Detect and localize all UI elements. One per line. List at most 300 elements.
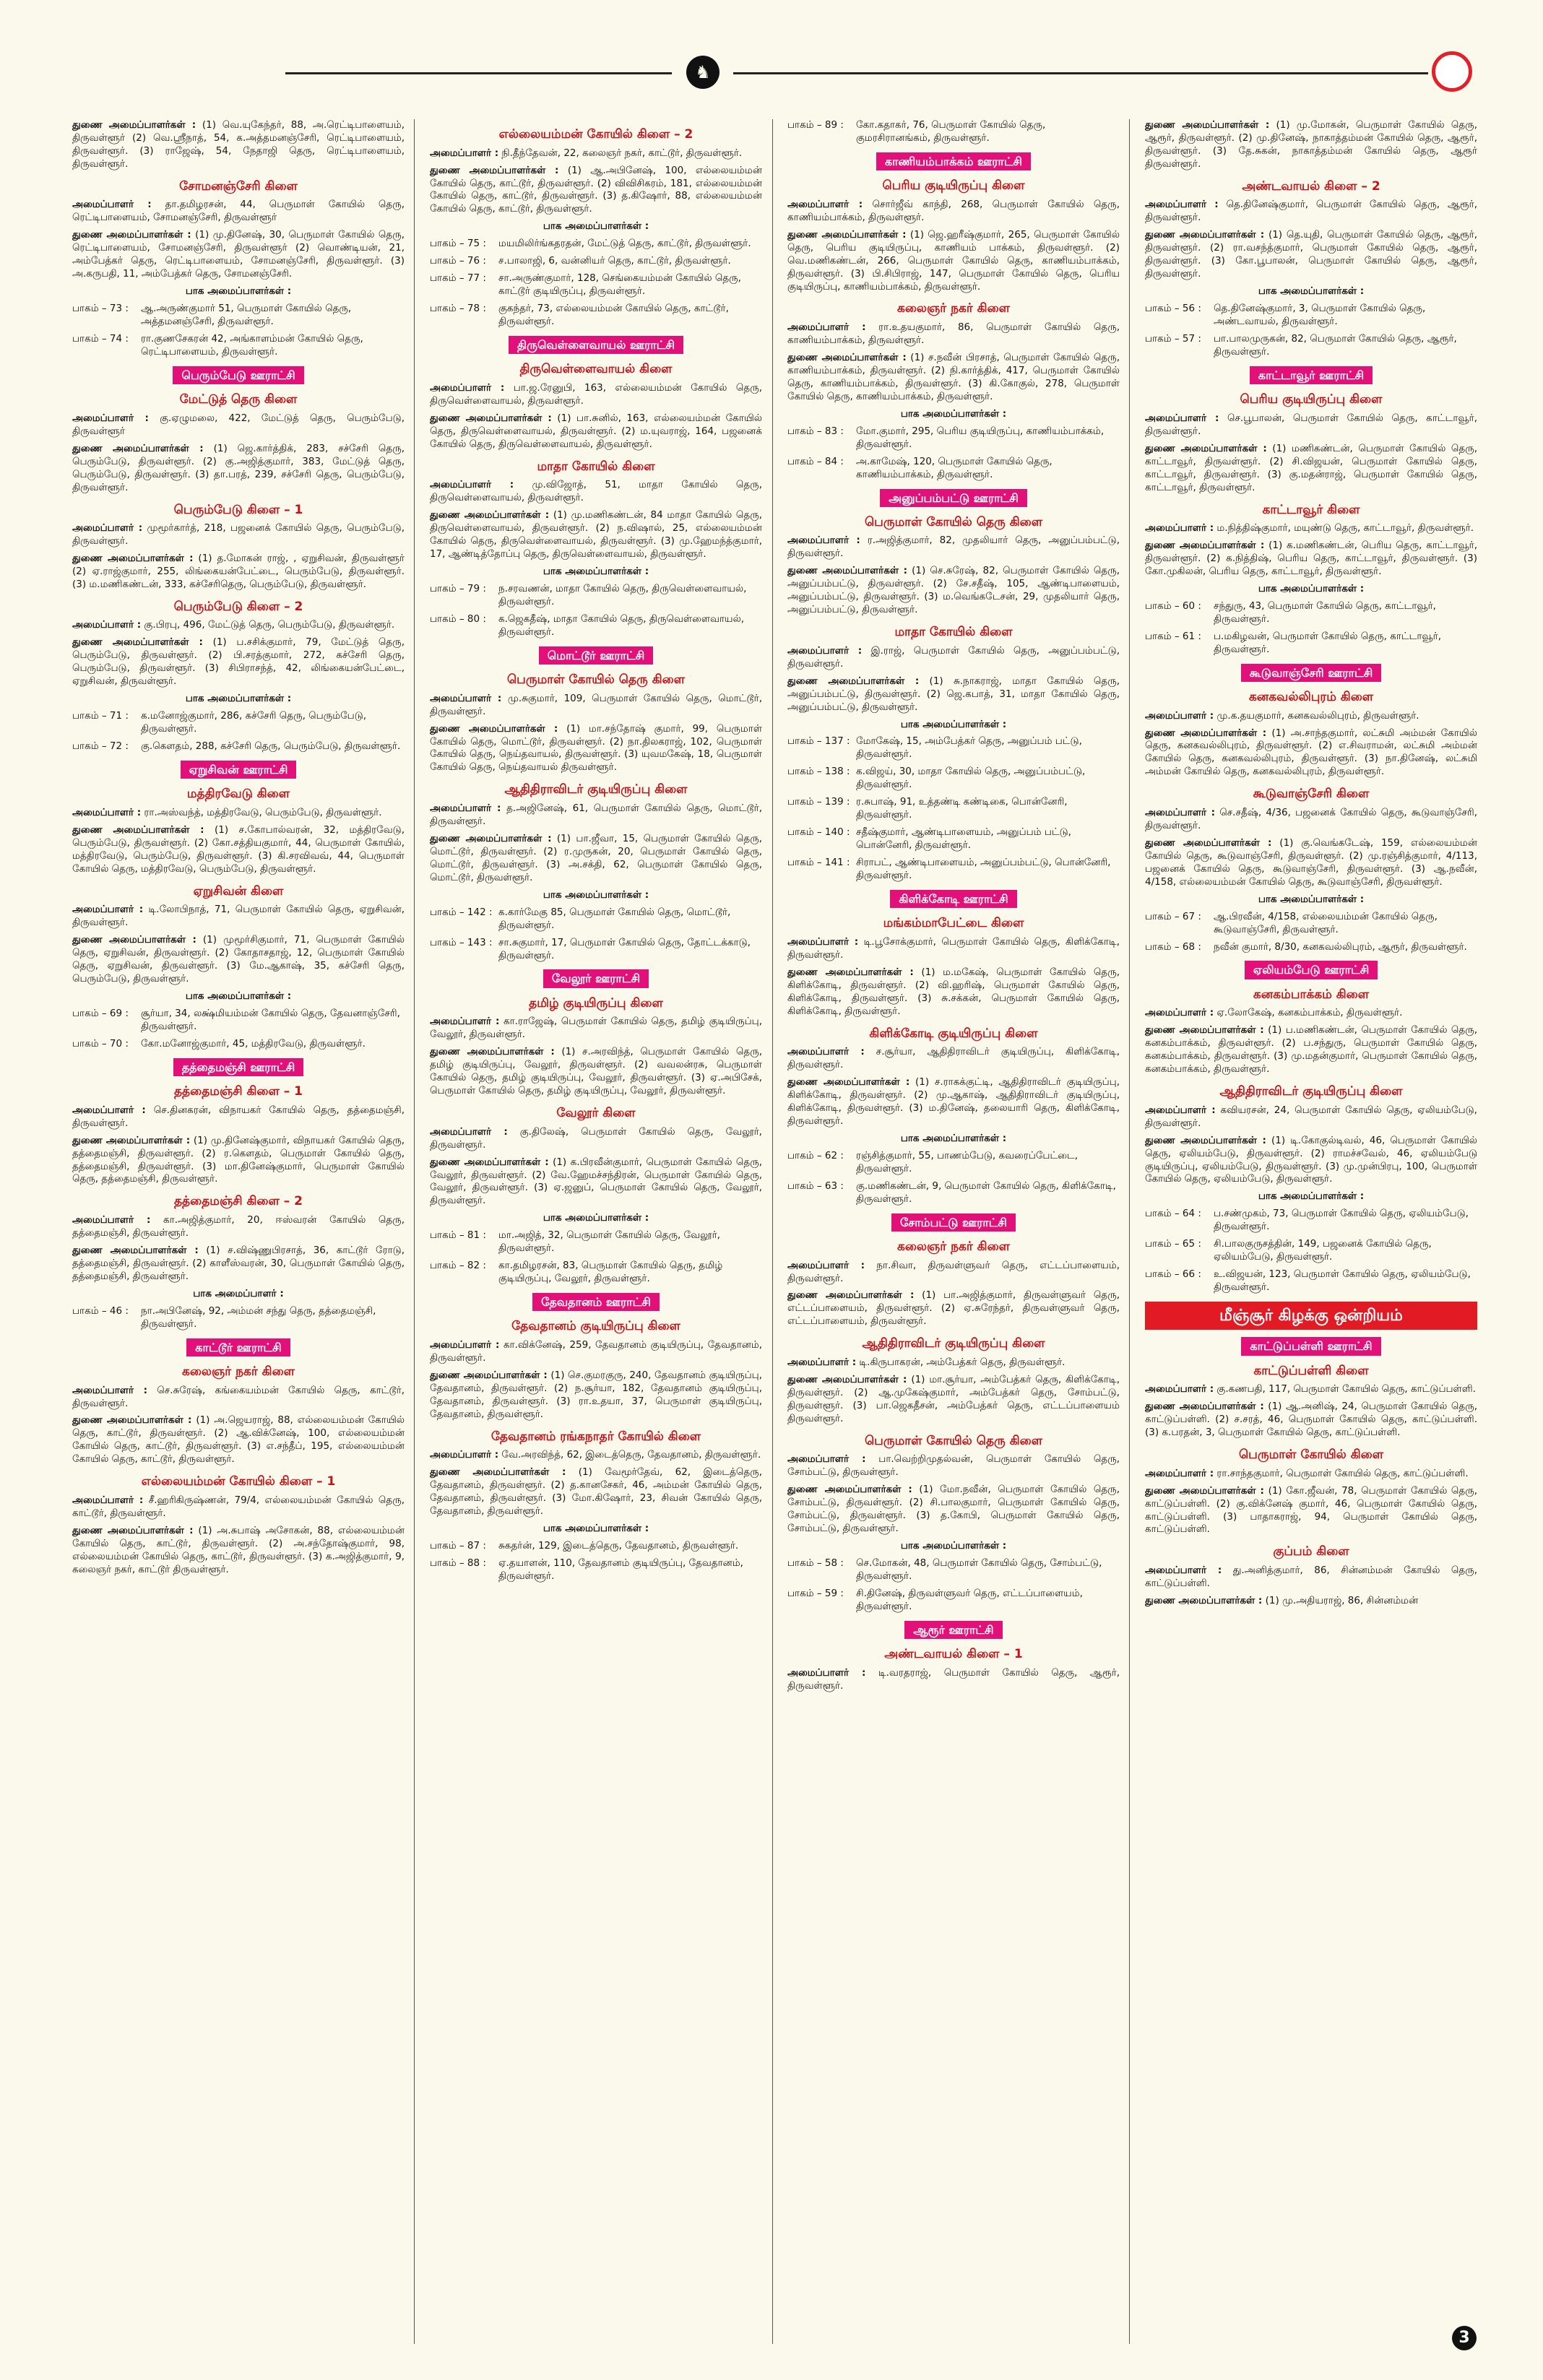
branch-heading: மத்திரவேடு கிளை	[186, 787, 290, 802]
entry-text: (1) ஆ.அனிஷ், 24, பெருமாள் கோயில் தெரு, காட்டுப்பள்ளி. (2) ச.சரத், 46, பெருமாள் கோயில் தெரு, காட்டுப்பள்ளி. (3) க.பரதன், 3, பெருமாள் கோயில் தெரு, காட்டுப்பள்ளி.	[1145, 1401, 1477, 1439]
panchayat-heading-wrap	[72, 1338, 405, 1356]
branch-heading: தத்தைமஞ்சி கிளை – 1	[173, 1084, 303, 1099]
entry	[787, 229, 1120, 294]
role-label: துணை அமைப்பாளர்கள் :	[787, 966, 914, 978]
masthead-rule	[285, 62, 1428, 82]
entry-text: (1) க.மணிகண்டன், பெரிய தெரு, காட்டாவூர், திருவள்ளூர். (2) க.நித்திஷ், பெரிய தெரு, காட்டாவூர், திருவள்ளூர். (3) கோ.முகிலன், பெரிய தெரு, காட்டாவூர், திருவள்ளூர்.	[1145, 540, 1477, 577]
booth-number: பாகம் – 59 :	[787, 1587, 844, 1599]
entry	[1145, 1024, 1477, 1076]
branch-heading: கனகவல்லிபுரம் கிளை	[1248, 689, 1374, 704]
entry-text: (1) க.பிரவீன்குமார், பெருமாள் கோயில் தெரு, வேலூர், திருவள்ளூர். (2) வே.ஹேமச்சந்திரன், பெருமாள் கோயில் தெரு, வேலூர், திருவள்ளூர். (3) ஏ.ஜனுப், பெருமாள் கோயில் தெரு, வேலூர், திருவள்ளூர்.	[430, 1156, 762, 1207]
role-label: துணை அமைப்பாளர்கள் :	[72, 1134, 191, 1146]
entry-text: கு.பிரபு, 496, மேட்டுத் தெரு, பெரும்பேடு, திருவள்ளூர்.	[144, 619, 395, 631]
entry	[787, 535, 1120, 561]
panchayat-heading-wrap	[787, 152, 1120, 170]
panchayat-heading: திருவெள்ளைவாயல் ஊராட்சி	[509, 336, 683, 354]
entry-text: (1) தெ.யுதி, பெருமாள் கோயில் தெரு, ஆரூர், திருவள்ளூர். (2) ரா.வசந்த்குமார், பெருமாள் கோயில் தெரு, ஆரூர், திருவள்ளூர். (3) கோ.பூபாலன், பெருமாள் கோயில் தெரு, ஆரூர், திருவள்ளூர்.	[1145, 229, 1477, 280]
booth-text: ரா.குணசேகரன் 42, அங்காளம்மன் கோயில் தெரு, ரெட்டிபாளையம், திருவள்ளூர்.	[141, 333, 363, 358]
branch-heading: எல்லையம்மன் கோயில் கிளை – 2	[498, 127, 693, 142]
role-label: அமைப்பாளர் :	[72, 806, 142, 818]
entry	[1145, 540, 1477, 579]
entry-text: ஏ.லோகேஷ், கனகம்பாக்கம், திருவள்ளூர்.	[1216, 1007, 1403, 1019]
branch-heading: வேலூர் கிளை	[556, 1106, 636, 1121]
entry-text: டி.லோபிநாத், 71, பெருமாள் கோயில் தெரு, ஏறுசிவன், திருவள்ளூர்.	[72, 904, 405, 929]
entry	[1145, 443, 1477, 495]
booth-heading: பாக அமைப்பாளர்கள் :	[185, 990, 292, 1003]
booth-number: பாகம் – 82 :	[430, 1260, 486, 1272]
entry	[72, 636, 405, 688]
role-label: துணை அமைப்பாளர்கள் :	[787, 1484, 912, 1496]
booth-text: ச.பாலாஜி, 6, வன்னியர் தெரு, காட்டூர், திருவள்ளூர்.	[498, 255, 731, 267]
entry-text: (1) மோ.நவீன், பெருமாள் கோயில் தெரு, சோம்பட்டு, திருவள்ளூர். (2) சி.பாலகுமார், பெருமாள் கோயில் தெரு, சோம்பட்டு, திருவள்ளூர். (3) த.கோபி, பெருமாள் கோயில் தெரு, சோம்பட்டு, திருவள்ளூர்.	[787, 1484, 1120, 1535]
booth-number: பாகம் – 64 :	[1145, 1208, 1201, 1220]
entry	[430, 1046, 762, 1098]
role-label: அமைப்பாளர் :	[1145, 1383, 1214, 1395]
role-label: துணை அமைப்பாளர்கள் :	[430, 412, 552, 424]
booth-text: கோ.மனோஜ்குமார், 45, மத்திரவேடு, திருவள்ளூர்.	[141, 1037, 366, 1050]
entry	[72, 1494, 405, 1520]
booth-entry	[72, 1305, 405, 1331]
entry	[1145, 199, 1477, 225]
entry-text: டி.வரதராஜ், பெருமாள் கோயில் தெரு, ஆரூர், திருவள்ளூர்.	[787, 1666, 1120, 1692]
entry-text: (1) ச.கோபால்வரன், 32, மத்திரவேடு, பெரும்பேடு, திருவள்ளூர். (2) கோ.சத்தியகுமார், 44, பெருமாள் கோயில், மத்திரவேடு, பெரும்பேடு, திருவள்ளூர். (3) கி.சரவிவவ், 44, பெருமாள் கோயில் தெரு, மத்திரவேடு, பெரும்பேடு, திருவள்ளூர்.	[72, 823, 405, 875]
corner-circle-icon	[1432, 51, 1472, 92]
panchayat-heading-wrap	[72, 366, 405, 384]
booth-entry	[1145, 333, 1477, 359]
booth-text: ஏ.தயாளன், 110, தேவதானம் குடியிருப்பு, தேவதானம், திருவள்ளூர்.	[498, 1557, 743, 1582]
role-label: துணை அமைப்பாளர்கள் :	[72, 553, 194, 565]
booth-entry	[430, 1229, 762, 1255]
panchayat-heading-wrap	[1145, 1337, 1477, 1355]
entry-text: பா.ஜ.ரேனுபி, 163, எல்லையம்மன் கோயில் தெரு, திருவெள்ளைவாயல், திருவள்ளூர்.	[430, 381, 762, 407]
entry-text: (1) செ.குமரகுரு, 240, தேவதானம் குடியிருப்பு, தேவதானம், திருவள்ளூர். (2) ந.சூர்யா, 182, தேவதானம் குடியிருப்பு, தேவதானம், திருவள்ளூர். (3) ரா.உதயா, 37, பெருமாள் குடியிருப்பு, தேவதானம், திருவள்ளூர்.	[430, 1369, 762, 1420]
entry	[1145, 522, 1477, 535]
entry	[1145, 1468, 1477, 1481]
entry	[787, 1374, 1120, 1426]
booth-entry	[1145, 1208, 1477, 1234]
role-label: அமைப்பாளர் :	[430, 147, 499, 159]
role-label: துணை அமைப்பாளர்கள் :	[1145, 1024, 1264, 1037]
panchayat-heading-wrap	[787, 489, 1120, 507]
entry	[72, 522, 405, 548]
entry	[787, 1484, 1120, 1536]
booth-heading: பாக அமைப்பாளர்கள் :	[900, 407, 1007, 420]
branch-heading: ஆதிதிராவிடர் குடியிருப்பு கிளை	[862, 1336, 1045, 1351]
booth-text: க.விஜய், 30, மாதா கோயில் தெரு, அனுப்பம்பட்டு, திருவள்ளூர்.	[856, 766, 1086, 791]
booth-number: பாகம் – 84 :	[787, 455, 844, 467]
entry	[1145, 807, 1477, 833]
role-label: அமைப்பாளர் :	[72, 1104, 146, 1116]
column-2	[430, 119, 762, 2344]
booth-number: பாகம் – 67 :	[1145, 910, 1201, 922]
entry-text: (1) மணிகண்டன், பெருமாள் கோயில் தெரு, காட்டாவூர், திருவள்ளூர். (2) சி.விஜயன், பெருமாள் கோயில் தெரு, காட்டாவூர், திருவள்ளூர். (3) கு.மதன்ராஜ், பெருமாள் கோயில் தெரு, காட்டாவூர், திருவள்ளூர்.	[1145, 442, 1477, 493]
role-label: அமைப்பாளர் :	[787, 935, 859, 948]
booth-entry	[1145, 303, 1477, 329]
role-label: அமைப்பாளர் :	[430, 381, 505, 394]
entry-text: (1) அ.சாந்தகுமார், லட்சுமி அம்மன் கோயில் தெரு, கனகவல்லிபுரம், திருவள்ளூர். (2) எ.சிவராமன், லட்சுமி அம்மன் கோயில் தெரு, கனகவல்லிபுரம், திருவள்ளூர். (3) நா.தினேஷ், லட்சுமி அம்மன் கோயில் தெரு, கனகவல்லிபுரம், திருவள்ளூர்.	[1145, 727, 1477, 778]
entry	[787, 936, 1120, 962]
role-label: அமைப்பாளர் :	[787, 1046, 865, 1058]
panchayat-heading-wrap	[1145, 366, 1477, 384]
booth-text: அ.காமேஷ், 120, பெருமாள் கோயில் தெரு, காணியம்பாக்கம், திருவள்ளூர்.	[856, 455, 1053, 480]
booth-number: பாகம் – 46 :	[72, 1304, 129, 1317]
entry-text: (1) பா.ஜீவா, 15, பெருமாள் கோயில் தெரு, மொட்டூர், திருவள்ளூர். (2) ர.முருகன், 20, பெருமாள் கோயில் தெரு, மொட்டூர், திருவள்ளூர். (3) அ.சக்தி, 62, பெருமாள் கோயில் தெரு, மொட்டூர், திருவள்ளூர்.	[430, 832, 762, 883]
booth-text: க.ஜெகதீஷ், மாதா கோயில் தெரு, திருவெள்ளைவாயல், திருவள்ளூர்.	[498, 613, 745, 638]
role-label: அமைப்பாளர் :	[1145, 709, 1214, 722]
entry	[787, 966, 1120, 1018]
entry	[72, 412, 405, 438]
role-label: அமைப்பாளர் :	[72, 1494, 144, 1506]
booth-text: கு.மணிகண்டன், 9, பெருமாள் கோயில் தெரு, கிளிக்கோடி, திருவள்ளூர்.	[856, 1180, 1116, 1205]
booth-text: ர.சுபாஷ், 91, உத்தண்டி கண்டிகை, பொன்னேரி, திருவள்ளூர்.	[856, 796, 1068, 821]
role-label: துணை அமைப்பாளர்கள் :	[72, 442, 204, 454]
role-label: துணை அமைப்பாளர்கள் :	[787, 351, 907, 363]
booth-entry	[787, 857, 1120, 883]
booth-text: சதீஷ்குமார், ஆண்டிபாளையம், அனுப்பம் பட்டு, பொன்னேரி, திருவள்ளூர்.	[856, 826, 1071, 852]
role-label: அமைப்பாளர் :	[72, 199, 152, 211]
entry	[72, 1525, 405, 1577]
branch-heading: பெருமாள் கோயில் தெரு கிளை	[864, 514, 1043, 529]
booth-number: பாகம் – 61 :	[1145, 630, 1201, 642]
entry	[72, 1135, 405, 1187]
branch-heading: கூடுவாஞ்சேரி கிளை	[1253, 787, 1370, 802]
booth-text: நா.அபினேஷ், 92, அம்மன் சந்து தெரு, தத்தைமஞ்சி, திருவள்ளூர்.	[141, 1304, 376, 1330]
role-label: துணை அமைப்பாளர்கள் :	[787, 675, 920, 687]
booth-number: பாகம் – 88 :	[430, 1557, 486, 1570]
entry	[430, 1156, 762, 1208]
booth-heading: பாக அமைப்பாளர்கள் :	[1258, 285, 1365, 298]
article-columns	[72, 119, 1499, 2344]
booth-entry	[1145, 1268, 1477, 1294]
panchayat-heading-wrap	[787, 1213, 1120, 1232]
booth-number: பாகம் – 58 :	[787, 1557, 844, 1569]
booth-entry	[787, 796, 1120, 822]
role-label: அமைப்பாளர் :	[787, 321, 866, 334]
branch-heading: பெருமாள் கோயில் தெரு கிளை	[864, 1433, 1043, 1448]
role-label: அமைப்பாளர் :	[430, 802, 501, 814]
entry-text: கவியரசன், 24, பெருமாள் கோயில் தெரு, ஏலியம்பேடு, திருவள்ளூர்.	[1145, 1104, 1477, 1129]
booth-text: ந.சரவணன், மாதா கோயில் தெரு, திருவெள்ளைவாயல், திருவள்ளூர்.	[498, 582, 747, 607]
entry-text: ச.சூர்யா, ஆதிதிராவிடர் குடியிருப்பு, கிளிக்கோடி, திருவள்ளூர்.	[787, 1046, 1120, 1071]
booth-number: பாகம் – 60 :	[1145, 600, 1201, 612]
booth-number: பாகம் – 73 :	[72, 303, 129, 315]
role-label: அமைப்பாளர் :	[430, 1016, 500, 1028]
booth-number: பாகம் – 142 :	[430, 906, 493, 918]
branch-heading: தேவதானம் குடியிருப்பு கிளை	[511, 1319, 680, 1334]
role-label: அமைப்பாளர் :	[430, 692, 502, 704]
role-label: துணை அமைப்பாளர்கள் :	[72, 119, 196, 131]
role-label: அமைப்பாளர் :	[1145, 1007, 1214, 1019]
entry-text: நி.தீந்தேவன், 22, கலைஞர் நகர், காட்டூர், திருவள்ளூர்.	[501, 147, 743, 159]
role-label: அமைப்பாளர் :	[72, 522, 143, 535]
booth-heading: பாக அமைப்பாளர்கள் :	[900, 1540, 1007, 1552]
role-label: அமைப்பாளர் :	[787, 1259, 865, 1271]
entry-text: ர.அஜித்குமார், 82, முதலியார் தெரு, அனுப்பம்பட்டு, திருவள்ளூர்.	[787, 535, 1120, 560]
booth-number: பாகம் – 65 :	[1145, 1238, 1201, 1250]
booth-entry	[787, 1150, 1120, 1176]
booth-number: பாகம் – 56 :	[1145, 303, 1201, 315]
booth-number: பாகம் – 66 :	[1145, 1268, 1201, 1281]
role-label: துணை அமைப்பாளர்கள் :	[1145, 1401, 1264, 1413]
panchayat-heading: காட்டுப்பள்ளி ஊராட்சி	[1241, 1337, 1380, 1355]
entry-text: முமூர்கார்த், 218, பஜனைக் கோயில் தெரு, பெரும்பேடு, திருவள்ளூர்.	[72, 522, 405, 548]
booth-entry	[787, 766, 1120, 792]
entry-text: செ.சதீஷ், 4/36, பஜனைக் கோயில் தெரு, கூடுவாஞ்சேரி, திருவள்ளூர்.	[1145, 806, 1477, 831]
panchayat-heading: பெரும்பேடு ஊராட்சி	[173, 366, 303, 384]
role-label: துணை அமைப்பாளர்கள் :	[1145, 836, 1272, 849]
booth-text: ப.மகிழவன், பெருமாள் கோயில் தெரு, காட்டாவூர், திருவள்ளூர்.	[1214, 630, 1441, 655]
entry-text: செ.தினகரன், விநாயகர் கோயில் தெரு, தத்தைமஞ்சி, திருவள்ளூர்.	[72, 1104, 405, 1129]
panchayat-heading: ஏலியம்பேடு ஊராட்சி	[1245, 961, 1378, 979]
entry-text: (1) மு.மணிகண்டன், 84 மாதா கோயில் தெரு, திருவெள்ளைவாயல், திருவள்ளூர். (2) ந.விஷால், 25, எல்லையம்மன் கோயில் தெரு, திருவெள்ளைவாயல், திருவள்ளூர். (3) மு.ஹேமந்த்குமார், 17, ஆண்டித்தோப்பு தெரு, திருவெள்ளைவாயல், திருவள்ளூர்.	[430, 509, 762, 561]
role-label: அமைப்பாளர் :	[1145, 522, 1214, 535]
entry-text: (1) டி.கோகுல்டிவல், 46, பெருமாள் கோயில் தெரு, ஏலியம்பேடு, திருவள்ளூர். (2) ராமச்சவேல், 46, ஏலியம்பேடு குடியிருப்பு, ஏலியம்பேடு, திருவள்ளூர். (3) மு.முன்பிரபு, 100, பெருமாள் கோயில் தெரு, ஏலியம்பேடு, திருவள்ளூர்.	[1145, 1134, 1477, 1185]
role-label: துணை அமைப்பாளர்கள் :	[430, 722, 558, 735]
role-label: துணை அமைப்பாளர்கள் :	[787, 1076, 910, 1089]
branch-heading: அண்டவாயல் கிளை – 2	[1242, 178, 1380, 194]
booth-text: பா.பாலமுருகன், 82, பெருமாள் கோயில் தெரு, ஆரூர், திருவள்ளூர்.	[1214, 333, 1457, 358]
booth-number: பாகம் – 79 :	[430, 582, 486, 594]
branch-heading: கலைஞர் நகர் கிளை	[896, 1239, 1011, 1254]
entry	[72, 619, 405, 632]
booth-text: உ.விஜயன், 123, பெருமாள் கோயில் தெரு, ஏலியம்பேடு, திருவள்ளூர்.	[1214, 1268, 1471, 1294]
entry	[430, 693, 762, 719]
role-label: துணை அமைப்பாளர்கள் :	[72, 934, 196, 946]
role-label: அமைப்பாளர் :	[72, 619, 142, 631]
role-label: துணை அமைப்பாளர்கள் :	[430, 1156, 549, 1168]
booth-entry	[787, 1557, 1120, 1583]
party-emblem-icon: ♞	[686, 56, 719, 89]
booth-entry	[430, 1557, 762, 1583]
panchayat-heading: வேலூர் ஊராட்சி	[543, 969, 649, 987]
entry	[72, 904, 405, 930]
role-label: துணை அமைப்பாளர்கள் :	[1145, 1134, 1266, 1146]
booth-text: சந்துரு, 43, பெருமாள் கோயில் தெரு, காட்டாவூர், திருவள்ளூர்.	[1214, 600, 1436, 625]
booth-number: பாகம் – 77 :	[430, 272, 486, 285]
entry-text: (1) ச.நவீன் பிரசாத், பெருமாள் கோயில் தெரு, காணியம்பாக்கம், திருவள்ளூர். (2) நி.கார்த்திக், 417, பெருமாள் கோயில் தெரு, காணியம்பாக்கம், திருவள்ளூர். (3) கி.கோகுல், 278, பெருமாள் கோயில் தெரு, காணியம்பாக்கம், திருவள்ளூர்.	[787, 351, 1120, 402]
entry-text: (1) சு.நாகராஜ், மாதா கோயில் தெரு, அனுப்பம்பட்டு, திருவள்ளூர். (2) ஜெ.கபாத், 31, மாதா கோயில் தெரு, அனுப்பம்பட்டு, திருவள்ளூர்.	[787, 675, 1120, 713]
entry	[1145, 1565, 1477, 1591]
booth-number: பாகம் – 139 :	[787, 796, 850, 808]
entry	[72, 229, 405, 281]
entry	[1145, 1104, 1477, 1130]
entry-text: பா.வெற்றிமுதல்வன், பெருமாள் கோயில் தெரு, சோம்பட்டு, திருவள்ளூர்.	[787, 1453, 1120, 1479]
entry	[72, 1414, 405, 1466]
booth-entry	[72, 710, 405, 736]
branch-heading: தேவதானம் ரங்கநாதர் கோயில் கிளை	[490, 1429, 701, 1444]
role-label: அமைப்பாளர் :	[430, 1339, 500, 1351]
entry-text: த.அஜினேஷ், 61, பெருமாள் கோயில் தெரு, மொட்டூர், திருவள்ளூர்.	[430, 802, 762, 827]
role-label: அமைப்பாளர் :	[72, 1384, 148, 1396]
role-label: துணை அமைப்பாளர்கள் :	[72, 1414, 192, 1427]
panchayat-heading-wrap	[72, 1058, 405, 1076]
entry	[72, 199, 405, 225]
booth-entry	[430, 1260, 762, 1286]
branch-heading: ஆதிதிராவிடர் குடியிருப்பு கிளை	[1219, 1084, 1403, 1099]
panchayat-heading: மொட்டூர் ஊராட்சி	[539, 646, 654, 665]
entry-text: டி.கிருபாகரன், அம்பேத்கர் தெரு, திருவள்ளூர்.	[859, 1356, 1066, 1368]
booth-entry	[787, 456, 1120, 482]
entry-text: (1) மு.தினேஷ்குமார், விநாயகர் கோயில் தெரு, தத்தைமஞ்சி, திருவள்ளூர். (2) ர.கௌதம், பெருமாள் கோயில் தெரு, தத்தைமஞ்சி, திருவள்ளூர். (3) மா.தினேஷ்குமார், பெருமாள் கோயில் தெரு, தத்தைமஞ்சி, திருவள்ளூர்.	[72, 1134, 405, 1185]
role-label: துணை அமைப்பாளர்கள் :	[430, 1369, 548, 1381]
booth-heading: பாக அமைப்பாளர்கள் :	[185, 285, 292, 298]
role-label: துணை அமைப்பாளர்கள் :	[72, 1524, 194, 1536]
panchayat-heading: தேவதானம் ஊராட்சி	[532, 1293, 660, 1311]
role-label: துணை அமைப்பாளர்கள் :	[1145, 1484, 1264, 1497]
booth-entry	[430, 238, 762, 251]
entry	[72, 934, 405, 986]
booth-number: பாகம் – 57 :	[1145, 333, 1201, 345]
entry-text: சீ.ஹரிகிருஷ்ணன், 79/4, எல்லையம்மன் கோயில் தெரு, காட்டூர், திருவள்ளூர்.	[72, 1494, 405, 1519]
entry-text: து.அனித்குமார், 86, சின்னம்மன் கோயில் தெரு, காட்டுப்பள்ளி.	[1145, 1565, 1477, 1589]
booth-heading: பாக அமைப்பாளர்கள் :	[543, 1523, 649, 1535]
panchayat-heading-wrap	[787, 890, 1120, 908]
booth-entry	[72, 333, 405, 359]
role-label: அமைப்பாளர் :	[787, 535, 860, 547]
booth-number: பாகம் – 78 :	[430, 303, 486, 315]
booth-text: மோகேஷ், 15, அம்பேத்கர் தெரு, அனுப்பம் பட்டு, திருவள்ளூர்.	[856, 735, 1082, 761]
role-label: அமைப்பாளர் :	[72, 904, 144, 916]
booth-text: கா.தமிழரசன், 83, பெருமாள் கோயில் தெரு, தமிழ் குடியிருப்பு, வேலூர், திருவள்ளூர்.	[498, 1260, 723, 1285]
branch-heading: காட்டாவூர் கிளை	[1262, 502, 1360, 517]
role-label: அமைப்பாளர் :	[787, 1666, 866, 1679]
booth-text: மயமிலிர்ங்கதரதன், மேட்டுத் தெரு, காட்டூர், திருவள்ளூர்.	[498, 238, 751, 250]
entry	[1145, 837, 1477, 889]
booth-entry	[72, 740, 405, 753]
entry-text: (1) மு.அதியராஜ், 86, சின்னம்மன்	[1265, 1594, 1419, 1606]
entry	[430, 509, 762, 561]
booth-entry	[787, 1588, 1120, 1614]
entry	[430, 479, 762, 505]
role-label: அமைப்பாளர் :	[1145, 1467, 1214, 1479]
entry	[787, 675, 1120, 714]
entry-text: (1) முமூர்சிகுமார், 71, பெருமாள் கோயில் தெரு, ஏறுசிவன், திருவள்ளூர். (2) கோதாசதாஜ், 12, பெருமாள் கோயில் தெரு, ஏறுசிவன், திருவள்ளூர். (3) மே.ஆகாஷ், 35, கச்சேரி தெரு, பெரும்பேடு, திருவள்ளூர்.	[72, 934, 405, 985]
entry-text: (1) ச.ராகக்குட்டி, ஆதிதிராவிடர் குடியிருப்பு, கிளிக்கோடி, திருவள்ளூர். (2) மு.ஆகாஷ், ஆதிதிராவிடர் குடியிருப்பு, கிளிக்கோடி, திருவள்ளூர். (3) ம.தினேஷ், தலையாரி தெரு, கிளிக்கோடி, திருவள்ளூர்.	[787, 1076, 1120, 1127]
entry	[787, 1667, 1120, 1693]
booth-text: மா.அஜித், 32, பெருமாள் கோயில் தெரு, வேலூர், திருவள்ளூர்.	[498, 1229, 720, 1255]
booth-text: மோ.குமார், 295, பெரிய குடியிருப்பு, காணியம்பாக்கம், திருவள்ளூர்.	[856, 425, 1105, 450]
role-label: துணை அமைப்பாளர்கள் :	[72, 823, 204, 836]
entry-text: (1) த.மோகன் ராஜ், , ஏறுசிவன், திருவள்ளூர் (2) ஏ.ராஜ்குமார், 255, லிங்கையன்பேட்டை, பெரும்பேடு, திருவள்ளூர். (3) ம.மணிகண்டன், 333, கச்சேரிதெரு, பெரும்பேடு, திருவள்ளூர்.	[72, 553, 405, 590]
entry	[787, 352, 1120, 404]
entry-text: ரா.அஸ்வந்த், மத்திரவேடு, பெரும்பேடு, திருவள்ளூர்.	[144, 806, 382, 818]
booth-text: தெ.தினேஷ்குமார், 3, பெருமாள் கோயில் தெரு, அண்டவாயல், திருவள்ளூர்.	[1214, 303, 1426, 328]
booth-heading: பாக அமைப்பாளர்கள் :	[1258, 893, 1365, 905]
entry	[430, 147, 762, 160]
role-label: துணை அமைப்பாளர்கள் :	[430, 1466, 566, 1479]
panchayat-heading: அனுப்பம்பட்டு ஊராட்சி	[880, 489, 1027, 507]
booth-text: செ.மோகன், 48, பெருமாள் கோயில் தெரு, சோம்பட்டு, திருவள்ளூர்.	[856, 1557, 1102, 1582]
entry-text: (1) ஜெ.கார்த்திக், 283, சச்சேரி தெரு, பெரும்பேடு, திருவள்ளூர். (2) கு.அஜித்குமார், 383, மேட்டுத் தெரு, பெரும்பேடு, திருவள்ளூர். (3) தா.பரத், 239, சச்சேரி தெரு, பெரும்பேடு, திருவள்ளூர்.	[72, 442, 405, 493]
entry-text: மு.க.தயகுமார், கனகவல்லிபுரம், திருவள்ளூர்.	[1216, 709, 1419, 722]
column-3	[787, 119, 1120, 2344]
role-label: துணை அமைப்பாளர்கள் :	[787, 565, 907, 577]
branch-heading: கனகம்பாக்கம் கிளை	[1253, 987, 1370, 1002]
booth-number: பாகம் – 143 :	[430, 936, 493, 948]
booth-number: பாகம் – 80 :	[430, 613, 486, 625]
entry-text: கா.அஜித்குமார், 20, ஈஸ்வரன் கோயில் தெரு, தத்தைமஞ்சி, திருவள்ளூர்.	[72, 1214, 405, 1239]
panchayat-heading: தத்தைமஞ்சி ஊராட்சி	[173, 1058, 304, 1076]
booth-text: சா.சுகுமார், 17, பெருமாள் கோயில் தெரு, தோட்டக்காடு, திருவள்ளூர்.	[498, 936, 751, 961]
entry	[72, 1104, 405, 1130]
entry	[1145, 1485, 1477, 1537]
branch-heading: மங்கம்மாபேட்டை கிளை	[883, 916, 1024, 931]
role-label: துணை அமைப்பாளர்கள் :	[1145, 442, 1267, 454]
entry	[1145, 412, 1477, 438]
booth-number: பாகம் – 69 :	[72, 1007, 129, 1019]
booth-heading: பாக அமைப்பாளர்கள் :	[543, 220, 649, 233]
booth-entry	[430, 937, 762, 963]
entry-text: செ.பூபாலன், பெருமாள் கோயில் தெரு, காட்டாவூர், திருவள்ளூர்.	[1145, 412, 1477, 437]
role-label: துணை அமைப்பாளர்கள் :	[787, 228, 907, 241]
booth-text: சி.பாலகுருசத்தின், 149, பஜனைக் கோயில் தெரு, ஏலியம்பேடு, திருவள்ளூர்.	[1214, 1238, 1432, 1263]
entry	[430, 1466, 762, 1518]
booth-heading: பாக அமைப்பாளர் :	[193, 1287, 284, 1299]
masthead-rule-left	[285, 72, 672, 74]
entry	[430, 723, 762, 775]
entry-text: (1) மு.தினேஷ், 30, பெருமாள் கோயில் தெரு, ரெட்டிபாளையம், சோமனஞ்சேரி, திருவள்ளூர் (2) வொண்டியன், 21, அம்பேத்கர் தெரு, ரெட்டிபாளையம், சோமனஞ்சேரி, திருவள்ளூர். (3) அ.கருபதி, 11, அம்பேத்கர் தெரு, சோமனஞ்சேரி.	[72, 229, 405, 280]
booth-text: கோ.கதாகர், 76, பெருமாள் கோயில் தெரு, குமரசிரானங்கம், திருவள்ளூர்.	[856, 119, 1046, 144]
booth-text: கு.கௌதம், 288, கச்சேரி தெரு, பெரும்பேடு, திருவள்ளூர்.	[141, 740, 401, 753]
booth-text: நவீன் குமார், 8/30, கனகவல்லிபுரம், ஆரூர், திருவள்ளூர்.	[1214, 940, 1467, 953]
panchayat-heading-wrap	[1145, 961, 1477, 979]
booth-entry	[430, 303, 762, 329]
entry-text: (1) மா.சந்தோஷ் குமார், 99, பெருமாள் கோயில் தெரு, மொட்டூர், திருவள்ளூர். (2) நா.திலகராஜ், 102, பெருமாள் கோயில் தெரு, நெய்தவாயல், திருவள்ளூர். (3) யுவமகேஷ், 18, பெருமாள் கோயில் தெரு, நெய்தவாயல் திருவள்ளூர்.	[430, 722, 762, 774]
entry-text: (1) ப.சசிக்குமார், 79, மேட்டுத் தெரு, பெரும்பேடு, திருவள்ளூர். (2) பி.சரத்குமார், 272, கச்சேரி தெரு, பெரும்பேடு, திருவள்ளூர். (3) சிபிராசந்த், 42, லிங்கையன்பேட்டை, ஏறுசிவன், திருவள்ளூர்.	[72, 636, 405, 688]
booth-text: சுகதர்ன், 129, இடைத்தெரு, தேவதானம், திருவள்ளூர்.	[498, 1540, 739, 1552]
role-label: துணை அமைப்பாளர்கள் :	[430, 832, 552, 844]
role-label: துணை அமைப்பாளர்கள் :	[1145, 727, 1267, 739]
entry	[72, 1385, 405, 1411]
role-label: துணை அமைப்பாளர்கள் :	[430, 509, 550, 522]
role-label: அமைப்பாளர் :	[787, 198, 863, 210]
panchayat-heading-wrap	[72, 761, 405, 779]
role-label: துணை அமைப்பாளர்கள் :	[430, 1046, 555, 1058]
booth-entry	[787, 1180, 1120, 1206]
booth-entry	[72, 303, 405, 329]
branch-heading: பெருமாள் கோயில் தெரு கிளை	[506, 672, 686, 688]
entry-text: டி.பூசோக்குமார், பெருமாள் கோயில் தெரு, கிளிக்கோடி, திருவள்ளூர்.	[787, 935, 1120, 961]
booth-number: பாகம் – 62 :	[787, 1149, 844, 1161]
booth-entry	[72, 1038, 405, 1051]
entry-text: தெ.தினேஷ்குமார், பெருமாள் கோயில் தெரு, ஆரூர், திருவள்ளூர்.	[1145, 199, 1477, 224]
booth-entry	[1145, 600, 1477, 626]
panchayat-heading: காட்டாவூர் ஊராட்சி	[1250, 366, 1373, 384]
branch-heading: சோமனஞ்சேரி கிளை	[179, 178, 298, 194]
entry-text: ரா.உதயகுமார், 86, பெருமாள் கோயில் தெரு, காணியம்பாக்கம், திருவள்ளூர்.	[787, 321, 1120, 347]
branch-heading: காட்டுப்பள்ளி கிளை	[1253, 1363, 1369, 1378]
branch-heading: பெரும்பேடு கிளை – 2	[173, 599, 303, 614]
entry-text: கா.விக்னேஷ், 259, தேவதானம் குடியிருப்பு, தேவதானம், திருவள்ளூர்.	[430, 1339, 762, 1364]
entry-text: (1) பா.அஜித்குமார், திருவள்ளுவர் தெரு, எட்டப்பாளையம், திருவள்ளூர். (2) ஏ.சுரேந்தர், திருவள்ளுவர் தெரு, எட்டப்பாளையம், திருவள்ளூர்.	[787, 1289, 1120, 1328]
entry	[72, 1245, 405, 1284]
booth-number: பாகம் – 68 :	[1145, 940, 1201, 953]
entry-text: மு.விஜோத், 51, மாதா கோயில் தெரு, திருவெள்ளைவாயல், திருவள்ளூர்.	[430, 479, 762, 504]
entry	[72, 119, 405, 171]
booth-entry	[430, 613, 762, 639]
entry	[72, 824, 405, 876]
role-label: அமைப்பாளர் :	[72, 1214, 151, 1226]
booth-entry	[430, 255, 762, 268]
entry	[1145, 119, 1477, 171]
entry-text: மு.சுகுமார், 109, பெருமாள் கோயில் தெரு, மொட்டூர், திருவள்ளூர்.	[430, 692, 762, 717]
entry-text: (1) ச.அரவிந்த், பெருமாள் கோயில் தெரு, தமிழ் குடியிருப்பு, வேலூர், திருவள்ளூர். (2) வவலன்ரசு, பெருமாள் கோயில் தெரு, தமிழ் குடியிருப்பு, வேலூர், திருவள்ளூர். (3) ஏ.அபிசேக், பெருமாள் கோயில் தெரு, தமிழ் குடியிருப்பு, வேலூர், திருவள்ளூர்.	[430, 1046, 762, 1097]
role-label: துணை அமைப்பாளர்கள் :	[787, 1289, 915, 1302]
booth-heading: பாக அமைப்பாளர்கள் :	[1258, 582, 1365, 594]
entry-text: (1) வெ.யுகேந்தர், 88, அ.ரெட்டிபாளையம், திருவள்ளூர் (2) வெ.ஸ்ரீநாத், 54, க.அத்தமனஞ்சேரி, ரெட்டிபாளையம், திருவள்ளூர். (3) ராஜேஷ், 54, நேதாஜி தெரு, ரெட்டிபாளையம், திருவள்ளூர்.	[72, 119, 405, 170]
branch-heading: குப்பம் கிளை	[1273, 1544, 1349, 1559]
panchayat-heading-wrap	[787, 1621, 1120, 1639]
